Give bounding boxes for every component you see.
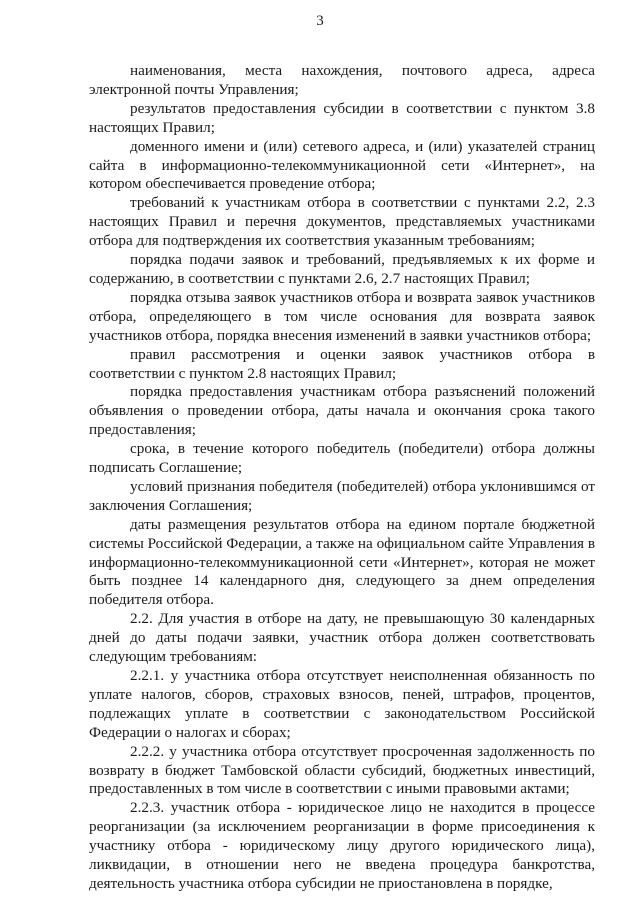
paragraph: порядка отзыва заявок участников отбора и возврата заявок участников отбора, определяющего в том числе основания для возврата заявок участников отбора, порядка внесения изменений в заявки участников отбора; bbox=[89, 288, 595, 344]
page-number: 3 bbox=[316, 13, 324, 29]
paragraph: правил рассмотрения и оценки заявок участников отбора в соответствии с пунктом 2.8 настоящих Правил; bbox=[89, 345, 595, 382]
paragraph: 2.2.1. у участника отбора отсутствует неисполненная обязанность по уплате налогов, сборов, страховых взносов, пеней, штрафов, процентов, подлежащих уплате в соответствии с законодательством Российской Федерации о налогах и сборах; bbox=[89, 667, 595, 741]
paragraph: порядка предоставления участникам отбора разъяснений положений объявления о проведении отбора, даты начала и окончания срока такого предоставления; bbox=[89, 383, 595, 439]
paragraph: требований к участникам отбора в соответствии с пунктами 2.2, 2.3 настоящих Правил и перечня документов, представляемых участниками отбора для подтверждения их соответствия указанным требованиям; bbox=[89, 194, 595, 250]
paragraph: 2.2. Для участия в отборе на дату, не превышающую 30 календарных дней до даты подачи заявки, участник отбора должен соответствовать следующим требованиям: bbox=[89, 610, 595, 666]
paragraph: даты размещения результатов отбора на едином портале бюджетной системы Российской Федерации, а также на официальном сайте Управления в информационно-телекоммуникационной сети «Интернет», которая не может быть позднее 14 календарного дня, следующего за днем определения победителя отбора. bbox=[89, 515, 595, 609]
paragraph: условий признания победителя (победителей) отбора уклонившимся от заключения Соглашения; bbox=[89, 477, 595, 514]
paragraph: доменного имени и (или) сетевого адреса, и (или) указателей страниц сайта в информационно-телекоммуникационной сети «Интернет», на котором обеспечивается проведение отбора; bbox=[89, 137, 595, 193]
paragraph: срока, в течение которого победитель (победители) отбора должны подписать Соглашение; bbox=[89, 440, 595, 477]
paragraph: 2.2.2. у участника отбора отсутствует просроченная задолженность по возврату в бюджет Тамбовской области субсидий, бюджетных инвестиций, предоставленных в том числе в соответствии с иными правовыми актами; bbox=[89, 742, 595, 798]
paragraph: результатов предоставления субсидии в соответствии с пунктом 3.8 настоящих Правил; bbox=[89, 99, 595, 136]
paragraph: порядка подачи заявок и требований, предъявляемых к их форме и содержанию, в соответствии с пунктами 2.6, 2.7 настоящих Правил; bbox=[89, 251, 595, 287]
paragraph: 2.2.3. участник отбора - юридическое лицо не находится в процессе реорганизации (за исключением реорганизации в форме присоединения к участнику отбора - юридическому лицу другого юридического лица), ликвидации, в отношении него не введена процедура банкротства, деятельность участника отбора субсидии не приостановлена в порядке, bbox=[89, 799, 595, 892]
document-body bbox=[89, 62, 595, 894]
paragraph: наименования, места нахождения, почтового адреса, адреса электронной почты Управления; bbox=[89, 62, 595, 98]
